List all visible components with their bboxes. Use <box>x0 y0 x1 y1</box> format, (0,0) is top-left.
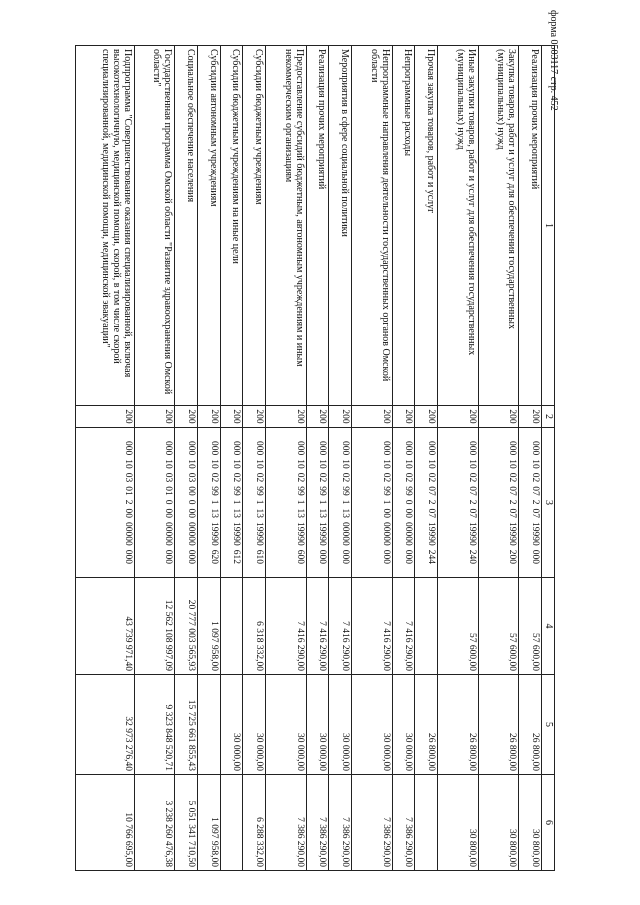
row-approved-amount-cell: 57 600,00 <box>478 578 519 675</box>
budget-code-segment: 01 <box>163 486 174 496</box>
row-unexecuted-amount-cell: 7 386 290,00 <box>266 775 307 871</box>
budget-code-segment: 240 <box>466 549 477 564</box>
budget-code-segment: 200 <box>507 549 518 564</box>
row-budget-code-cell <box>478 428 519 578</box>
budget-code-segment: 07 <box>507 486 518 496</box>
budget-code-segment: 02 <box>254 472 265 483</box>
budget-code-segment: 000 <box>122 549 133 564</box>
row-budget-code-cell <box>329 428 352 578</box>
budget-code-segment: 02 <box>466 472 477 483</box>
row-approved-amount-cell <box>415 578 438 675</box>
budget-code-segment: 13 <box>294 508 305 518</box>
row-line-code-cell: 200 <box>352 406 393 428</box>
row-budget-code-cell <box>266 428 307 578</box>
row-name-cell: Предоставление субсидий бюджетным, автономным учреждениям и иным некоммерческим организациям <box>266 46 307 406</box>
row-name-cell: Субсидии автономным учреждениям <box>197 46 220 406</box>
budget-code-segment: 000 <box>317 549 328 564</box>
budget-code-segment: 10 <box>122 459 133 469</box>
row-approved-amount-cell <box>220 578 243 675</box>
row-budget-code-cell <box>220 428 243 578</box>
row-approved-amount-cell: 7 416 290,00 <box>352 578 393 675</box>
row-executed-amount-cell: 30 000,00 <box>329 675 352 775</box>
budget-code-segment: 0 <box>403 499 414 505</box>
budget-code-segment: 99 <box>403 486 414 496</box>
budget-code-segment: 000 <box>380 549 391 564</box>
row-approved-amount-cell: 7 416 290,00 <box>266 578 307 675</box>
row-unexecuted-amount-cell <box>415 775 438 871</box>
budget-code-segment: 03 <box>185 472 196 483</box>
budget-code-segment: 07 <box>530 508 540 518</box>
budget-code-segment: 07 <box>466 508 477 518</box>
row-executed-amount-cell: 30 000,00 <box>266 675 307 775</box>
row-name-cell: Закупка товаров, работ и услуг для обеспечения государственных (муниципальных) нужд <box>478 46 519 406</box>
budget-code-segment: 000 <box>530 549 540 564</box>
budget-code-segment: 99 <box>254 486 265 496</box>
budget-code-segment: 10 <box>466 459 477 469</box>
budget-code-segment: 99 <box>231 486 242 496</box>
row-unexecuted-amount-cell: 1 097 958,00 <box>197 775 220 871</box>
budget-code-segment: 000 <box>340 549 351 564</box>
row-executed-amount-cell: 32 973 276,40 <box>76 675 135 775</box>
row-name-cell: Субсидии бюджетным учреждениям <box>243 46 266 406</box>
budget-code-segment: 10 <box>340 459 351 469</box>
column-header: 4 <box>542 578 555 675</box>
budget-code-segment: 1 <box>254 499 265 505</box>
budget-code-segment: 2 <box>122 499 133 505</box>
budget-code-segment: 10 <box>530 459 540 469</box>
budget-code-segment: 0 <box>185 499 196 505</box>
row-line-code-cell: 200 <box>478 406 519 428</box>
budget-code-segment: 02 <box>403 472 414 483</box>
budget-code-segment: 02 <box>380 472 391 483</box>
row-line-code-cell: 200 <box>134 406 175 428</box>
row-executed-amount-cell <box>197 675 220 775</box>
budget-code-segment: 1 <box>317 499 328 505</box>
table-row <box>134 46 175 871</box>
budget-code-segment: 03 <box>163 472 174 483</box>
table-row <box>175 46 198 871</box>
budget-code-segment: 02 <box>294 472 305 483</box>
row-name-cell: Реализация прочих мероприятий <box>306 46 329 406</box>
budget-code-segment: 000 <box>507 441 518 456</box>
row-approved-amount-cell: 43 739 971,40 <box>76 578 135 675</box>
budget-code-segment: 00 <box>185 486 196 496</box>
rotated-report-page <box>75 45 555 870</box>
budget-code-segment: 10 <box>380 459 391 469</box>
budget-code-segment: 13 <box>208 508 219 518</box>
row-budget-code-cell <box>306 428 329 578</box>
budget-code-segment: 000 <box>466 441 477 456</box>
budget-code-segment: 07 <box>466 486 477 496</box>
row-budget-code-cell <box>519 428 542 578</box>
budget-code-segment: 00000 <box>185 522 196 546</box>
budget-code-segment: 07 <box>530 486 540 496</box>
budget-code-segment: 07 <box>507 508 518 518</box>
row-budget-code-cell <box>352 428 393 578</box>
row-budget-code-cell <box>438 428 479 578</box>
budget-code-segment: 00000 <box>163 522 174 546</box>
budget-code-segment: 13 <box>254 508 265 518</box>
table-row <box>329 46 352 871</box>
row-unexecuted-amount-cell: 7 386 290,00 <box>329 775 352 871</box>
row-approved-amount-cell: 57 600,00 <box>438 578 479 675</box>
budget-code-segment: 10 <box>317 459 328 469</box>
row-approved-amount-cell: 6 318 332,00 <box>243 578 266 675</box>
row-name-cell: Прочая закупка товаров, работ и услуг <box>415 46 438 406</box>
budget-code-segment: 000 <box>231 441 242 456</box>
budget-code-segment: 000 <box>317 441 328 456</box>
column-header: 2 <box>542 406 555 428</box>
budget-code-segment: 10 <box>208 459 219 469</box>
row-name-cell: Субсидии бюджетным учреждениям на иные цели <box>220 46 243 406</box>
row-executed-amount-cell: 26 800,00 <box>438 675 479 775</box>
budget-code-segment: 610 <box>254 549 265 564</box>
budget-code-segment: 00 <box>380 508 391 518</box>
budget-code-segment: 10 <box>403 459 414 469</box>
budget-code-segment: 03 <box>122 472 133 483</box>
budget-code-segment: 1 <box>380 499 391 505</box>
row-executed-amount-cell: 26 800,00 <box>478 675 519 775</box>
row-approved-amount-cell: 7 416 290,00 <box>329 578 352 675</box>
table-row <box>438 46 479 871</box>
table-row <box>352 46 393 871</box>
row-budget-code-cell <box>415 428 438 578</box>
budget-code-segment: 000 <box>208 441 219 456</box>
budget-code-segment: 000 <box>403 441 414 456</box>
budget-code-segment: 10 <box>231 459 242 469</box>
budget-code-segment: 99 <box>208 486 219 496</box>
budget-code-segment: 07 <box>426 508 437 518</box>
budget-code-segment: 19990 <box>530 522 540 546</box>
row-unexecuted-amount-cell: 30 800,00 <box>438 775 479 871</box>
row-line-code-cell: 200 <box>519 406 542 428</box>
budget-code-segment: 2 <box>530 499 540 505</box>
row-executed-amount-cell: 9 323 848 520,71 <box>134 675 175 775</box>
budget-code-segment: 19990 <box>231 522 242 546</box>
row-name-cell: Социальное обеспечение населения <box>175 46 198 406</box>
row-approved-amount-cell: 20 777 003 565,93 <box>175 578 198 675</box>
budget-code-segment: 1 <box>340 499 351 505</box>
row-approved-amount-cell: 7 416 290,00 <box>392 578 415 675</box>
row-name-cell: Подпрограмма "Совершенствование оказания специализированной, включая высокотехнологичную, медицинской помощи, скорой, в том числе скорой специализированной, медицинской помощи, медицинской эвакуации" <box>76 46 135 406</box>
row-name-cell: Реализация прочих мероприятий <box>519 46 542 406</box>
row-approved-amount-cell: 7 416 290,00 <box>306 578 329 675</box>
row-budget-code-cell <box>76 428 135 578</box>
row-line-code-cell: 200 <box>415 406 438 428</box>
budget-code-segment: 244 <box>426 549 437 564</box>
budget-code-segment: 000 <box>530 441 540 456</box>
table-row <box>266 46 307 871</box>
row-unexecuted-amount-cell: 7 386 290,00 <box>392 775 415 871</box>
budget-code-segment: 00 <box>403 508 414 518</box>
row-unexecuted-amount-cell: 30 800,00 <box>478 775 519 871</box>
budget-code-segment: 02 <box>231 472 242 483</box>
row-budget-code-cell <box>175 428 198 578</box>
budget-code-segment: 620 <box>208 549 219 564</box>
row-line-code-cell: 200 <box>175 406 198 428</box>
row-line-code-cell: 200 <box>266 406 307 428</box>
budget-code-segment: 000 <box>294 441 305 456</box>
table-row <box>519 46 542 871</box>
row-executed-amount-cell: 30 000,00 <box>352 675 393 775</box>
row-approved-amount-cell: 57 600,00 <box>519 578 542 675</box>
budget-code-segment: 99 <box>294 486 305 496</box>
row-line-code-cell: 200 <box>243 406 266 428</box>
table-row <box>478 46 519 871</box>
table-row <box>76 46 135 871</box>
budget-code-segment: 600 <box>294 549 305 564</box>
budget-code-segment: 02 <box>317 472 328 483</box>
column-header: 3 <box>542 428 555 578</box>
budget-code-segment: 00000 <box>380 522 391 546</box>
row-executed-amount-cell: 30 000,00 <box>392 675 415 775</box>
row-line-code-cell: 200 <box>306 406 329 428</box>
row-budget-code-cell <box>243 428 266 578</box>
row-budget-code-cell <box>134 428 175 578</box>
budget-code-segment: 1 <box>294 499 305 505</box>
row-unexecuted-amount-cell: 7 386 290,00 <box>306 775 329 871</box>
budget-code-segment: 2 <box>426 499 437 505</box>
row-unexecuted-amount-cell <box>220 775 243 871</box>
table-row <box>415 46 438 871</box>
budget-code-segment: 10 <box>426 459 437 469</box>
budget-code-segment: 10 <box>507 459 518 469</box>
row-approved-amount-cell: 12 562 108 997,09 <box>134 578 175 675</box>
budget-code-segment: 19990 <box>294 522 305 546</box>
row-name-cell: Непрограммные расходы <box>392 46 415 406</box>
budget-code-segment: 000 <box>163 549 174 564</box>
table-row <box>197 46 220 871</box>
row-unexecuted-amount-cell: 5 051 341 710,50 <box>175 775 198 871</box>
budget-code-segment: 02 <box>340 472 351 483</box>
budget-code-segment: 19990 <box>426 522 437 546</box>
budget-code-segment: 19990 <box>208 522 219 546</box>
row-budget-code-cell <box>392 428 415 578</box>
row-unexecuted-amount-cell: 10 766 695,00 <box>76 775 135 871</box>
budget-code-segment: 000 <box>403 549 414 564</box>
row-line-code-cell: 200 <box>220 406 243 428</box>
row-executed-amount-cell: 26 800,00 <box>519 675 542 775</box>
budget-code-segment: 000 <box>426 441 437 456</box>
row-line-code-cell: 200 <box>329 406 352 428</box>
budget-code-segment: 19990 <box>254 522 265 546</box>
budget-code-segment: 000 <box>185 441 196 456</box>
row-name-cell: Государственная программа Омской области "Развитие здравоохранения Омской области" <box>134 46 175 406</box>
row-line-code-cell: 200 <box>197 406 220 428</box>
budget-code-segment: 99 <box>317 486 328 496</box>
budget-code-segment: 13 <box>317 508 328 518</box>
budget-code-segment: 000 <box>254 441 265 456</box>
row-executed-amount-cell: 15 725 661 855,43 <box>175 675 198 775</box>
budget-code-segment: 000 <box>185 549 196 564</box>
budget-code-segment: 1 <box>231 499 242 505</box>
budget-code-segment: 00 <box>163 508 174 518</box>
column-header: 1 <box>542 46 555 406</box>
budget-code-segment: 02 <box>426 472 437 483</box>
budget-code-segment: 2 <box>507 499 518 505</box>
budget-code-segment: 01 <box>122 486 133 496</box>
row-executed-amount-cell: 30 000,00 <box>220 675 243 775</box>
row-line-code-cell: 200 <box>438 406 479 428</box>
row-name-cell: Иные закупки товаров, работ и услуг для обеспечения государственных (муниципальных) нужд <box>438 46 479 406</box>
table-row <box>392 46 415 871</box>
table-row <box>306 46 329 871</box>
row-executed-amount-cell: 26 800,00 <box>415 675 438 775</box>
budget-code-segment: 00 <box>185 508 196 518</box>
budget-code-segment: 00000 <box>340 522 351 546</box>
budget-code-segment: 00000 <box>122 522 133 546</box>
row-executed-amount-cell: 30 000,00 <box>306 675 329 775</box>
budget-code-segment: 13 <box>231 508 242 518</box>
column-header: 6 <box>542 775 555 871</box>
budget-code-segment: 19990 <box>466 522 477 546</box>
budget-code-segment: 000 <box>122 441 133 456</box>
budget-code-segment: 99 <box>380 486 391 496</box>
row-unexecuted-amount-cell: 6 288 332,00 <box>243 775 266 871</box>
budget-code-segment: 13 <box>340 508 351 518</box>
budget-code-segment: 1 <box>208 499 219 505</box>
budget-code-segment: 19990 <box>317 522 328 546</box>
budget-code-segment: 99 <box>340 486 351 496</box>
budget-code-segment: 19990 <box>507 522 518 546</box>
budget-code-segment: 07 <box>426 486 437 496</box>
row-line-code-cell: 200 <box>392 406 415 428</box>
row-executed-amount-cell: 30 000,00 <box>243 675 266 775</box>
row-name-cell: Непрограммные направления деятельности государственных органов Омской области <box>352 46 393 406</box>
budget-code-segment: 10 <box>163 459 174 469</box>
table-row <box>220 46 243 871</box>
budget-code-segment: 612 <box>231 549 242 564</box>
budget-code-segment: 10 <box>185 459 196 469</box>
budget-code-segment: 10 <box>294 459 305 469</box>
row-budget-code-cell <box>197 428 220 578</box>
budget-code-segment: 02 <box>208 472 219 483</box>
row-name-cell: Мероприятия в сфере социальной политики <box>329 46 352 406</box>
budget-code-segment: 10 <box>254 459 265 469</box>
budget-code-segment: 000 <box>163 441 174 456</box>
row-unexecuted-amount-cell: 30 800,00 <box>519 775 542 871</box>
budget-code-segment: 00000 <box>403 522 414 546</box>
row-line-code-cell: 200 <box>76 406 135 428</box>
budget-code-segment: 2 <box>466 499 477 505</box>
column-header: 5 <box>542 675 555 775</box>
budget-code-segment: 00 <box>122 508 133 518</box>
budget-code-segment: 02 <box>530 472 540 483</box>
budget-code-segment: 000 <box>340 441 351 456</box>
budget-report-table <box>75 45 555 871</box>
column-number-header-row <box>542 46 555 871</box>
row-approved-amount-cell: 1 097 958,00 <box>197 578 220 675</box>
table-row <box>243 46 266 871</box>
budget-code-segment: 02 <box>507 472 518 483</box>
form-page-label: форма 0503117 стр. 452 <box>548 10 559 111</box>
row-unexecuted-amount-cell: 7 386 290,00 <box>352 775 393 871</box>
budget-code-segment: 0 <box>163 499 174 505</box>
row-unexecuted-amount-cell: 3 238 260 476,38 <box>134 775 175 871</box>
budget-code-segment: 000 <box>380 441 391 456</box>
